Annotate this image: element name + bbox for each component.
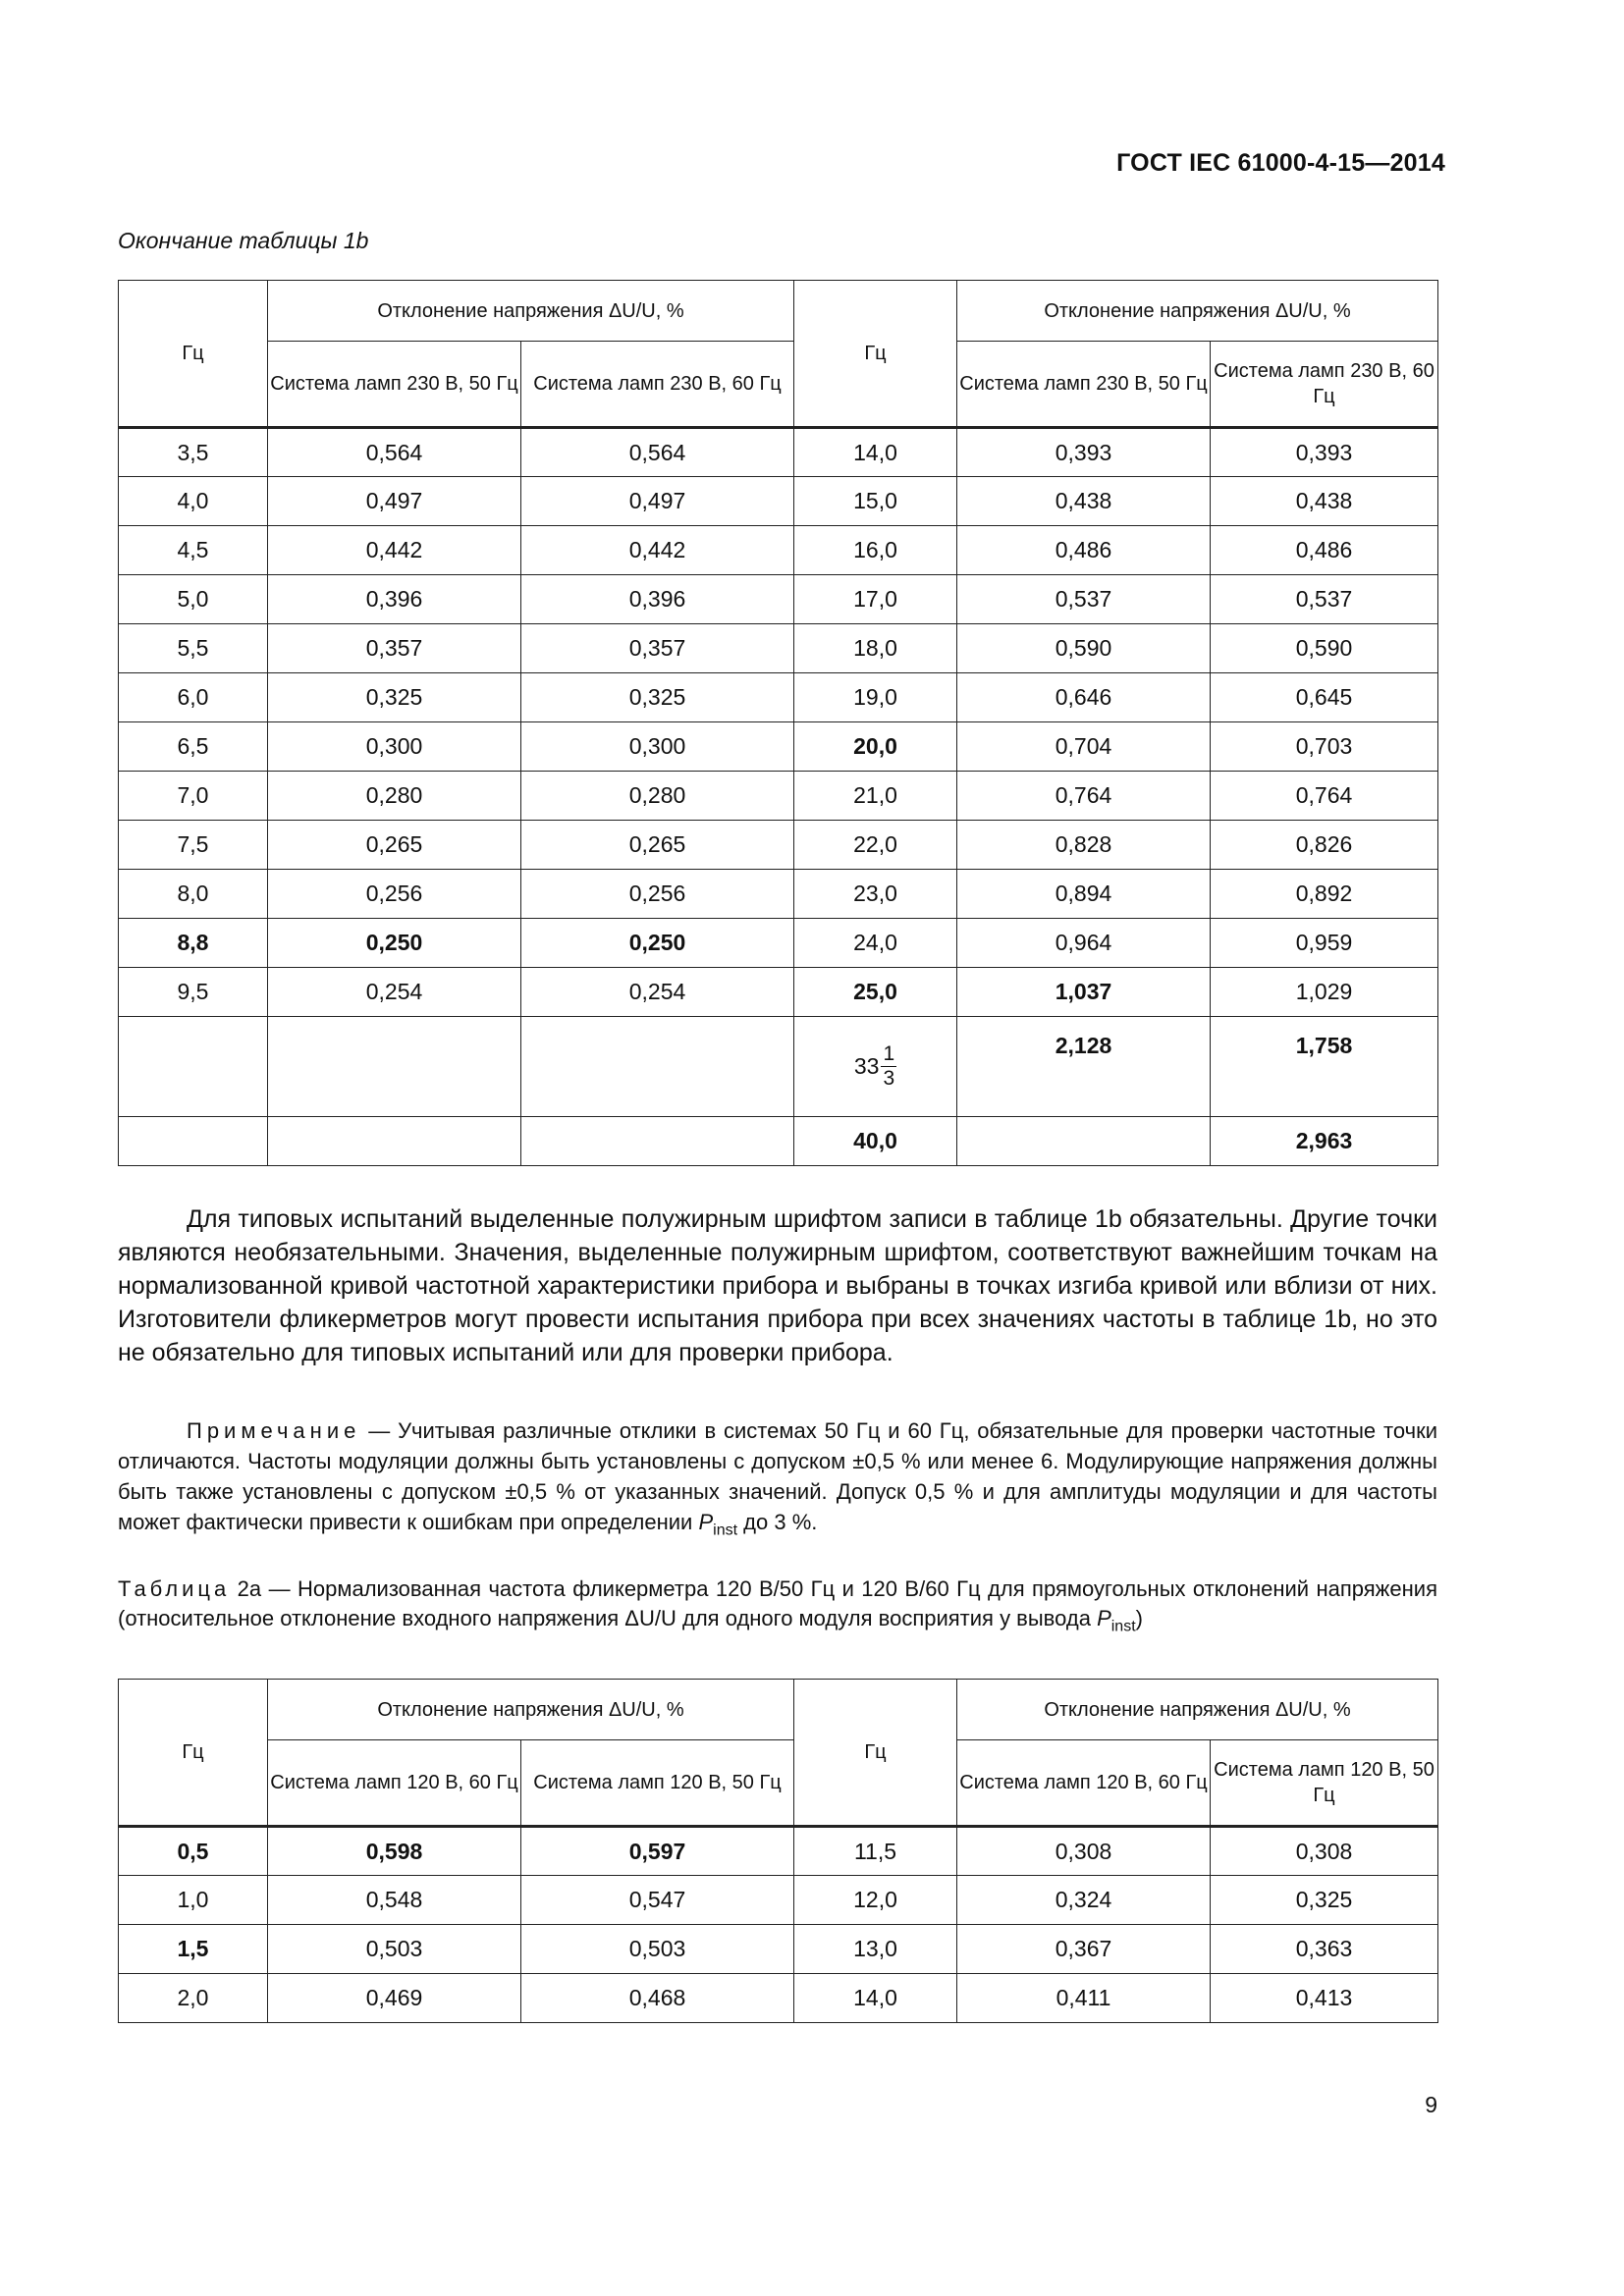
table-cell: 0,265	[268, 821, 521, 870]
table-cell: 1,5	[119, 1925, 268, 1974]
table-row	[119, 1827, 1438, 1876]
note-label: Примечание	[187, 1418, 361, 1443]
table-cell: 0,325	[268, 673, 521, 722]
table-row	[119, 526, 1438, 575]
table-row	[119, 919, 1438, 968]
table-cell: 11,5	[794, 1827, 957, 1876]
note-p-symbol: P	[698, 1510, 714, 1534]
table-cell: 0,828	[957, 821, 1211, 870]
fraction-denominator: 3	[883, 1067, 895, 1090]
table-cell: 4,0	[119, 477, 268, 526]
table-cell-empty	[119, 1017, 268, 1117]
table-cell: 24,0	[794, 919, 957, 968]
header-system-right-b: Система ламп 120 В, 50 Гц	[1211, 1740, 1438, 1827]
table-cell: 6,5	[119, 722, 268, 772]
header-hz-right: Гц	[794, 1680, 957, 1827]
table-cell: 9,5	[119, 968, 268, 1017]
table-cell: 0,411	[957, 1974, 1211, 2023]
table-continuation-title: Окончание таблицы 1b	[118, 228, 369, 253]
table-cell: 17,0	[794, 575, 957, 624]
table-cell: 0,5	[119, 1827, 268, 1876]
table-cell: 0,280	[521, 772, 794, 821]
caption-text: 2a — Нормализованная частота фликерметра 120 В/50 Гц и 120 В/60 Гц для прямоугольных отклонений напряжения (относительное отклонение входного напряжения ΔU/U для одного модуля восприятия у вывода	[118, 1576, 1437, 1630]
table-cell: 1,037	[957, 968, 1211, 1017]
table-cell: 0,597	[521, 1827, 794, 1876]
header-system-left-b: Система ламп 230 В, 60 Гц	[521, 342, 794, 428]
header-deviation-left: Отклонение напряжения ΔU/U, %	[268, 1680, 794, 1740]
table-cell: 0,250	[521, 919, 794, 968]
table-cell: 0,256	[268, 870, 521, 919]
table-cell: 7,5	[119, 821, 268, 870]
table-cell: 0,497	[268, 477, 521, 526]
table-cell: 0,503	[268, 1925, 521, 1974]
caption-end: )	[1135, 1606, 1143, 1630]
table-cell: 0,547	[521, 1876, 794, 1925]
table-cell: 0,280	[268, 772, 521, 821]
table-cell: 0,363	[1211, 1925, 1438, 1974]
document-header: ГОСТ IEC 61000-4-15—2014	[1116, 149, 1445, 177]
table-cell-empty	[268, 1117, 521, 1166]
table-row	[119, 772, 1438, 821]
header-hz-left: Гц	[119, 281, 268, 428]
table-cell: 0,646	[957, 673, 1211, 722]
table-cell: 0,396	[521, 575, 794, 624]
table-cell: 0,503	[521, 1925, 794, 1974]
table-cell: 25,0	[794, 968, 957, 1017]
table-cell: 0,396	[268, 575, 521, 624]
table-cell: 3,5	[119, 428, 268, 477]
table-row	[119, 821, 1438, 870]
table-cell: 0,438	[957, 477, 1211, 526]
table-cell: 23,0	[794, 870, 957, 919]
body-paragraph: Для типовых испытаний выделенные полужирным шрифтом записи в таблице 1b обязательны. Другие точки являются необязательными. Значения, выделенные полужирным шрифтом, соответствуют важнейшим точкам на нормализованной кривой частотной характеристики прибора и выбраны в точках изгиба кривой или вблизи от них. Изготовители фликерметров могут провести испытания прибора при всех значениях частоты в таблице 1b, но это не обязательно для типовых испытаний или для проверки прибора.	[118, 1205, 1437, 1366]
caption-label: Таблица	[118, 1576, 231, 1601]
table-row	[119, 1974, 1438, 2023]
table-cell: 0,486	[957, 526, 1211, 575]
table-cell: 0,548	[268, 1876, 521, 1925]
caption-p-subscript: inst	[1110, 1618, 1136, 1635]
table-cell: 0,537	[957, 575, 1211, 624]
header-deviation-right: Отклонение напряжения ΔU/U, %	[957, 281, 1438, 342]
table-cell: 2,128	[957, 1017, 1211, 1117]
table-cell: 0,537	[1211, 575, 1438, 624]
table-row	[119, 870, 1438, 919]
header-system-left-b: Система ламп 120 В, 50 Гц	[521, 1740, 794, 1827]
table-row	[119, 722, 1438, 772]
table-cell: 13,0	[794, 1925, 957, 1974]
fraction	[854, 1042, 896, 1091]
table-cell: 0,959	[1211, 919, 1438, 968]
table-cell: 7,0	[119, 772, 268, 821]
table-cell-empty	[268, 1017, 521, 1117]
table-cell: 0,564	[268, 428, 521, 477]
table-cell-fraction	[794, 1017, 957, 1117]
table-cell: 0,764	[957, 772, 1211, 821]
table-cell: 0,393	[957, 428, 1211, 477]
fraction-numerator: 1	[883, 1042, 895, 1065]
table-cell-empty	[119, 1117, 268, 1166]
table-row	[119, 673, 1438, 722]
table-cell: 0,704	[957, 722, 1211, 772]
table-cell: 0,442	[268, 526, 521, 575]
table-cell: 0,393	[1211, 428, 1438, 477]
table-cell: 0,357	[521, 624, 794, 673]
table-row	[119, 1876, 1438, 1925]
header-system-right-a: Система ламп 230 В, 50 Гц	[957, 342, 1211, 428]
table-cell: 0,894	[957, 870, 1211, 919]
header-deviation-left: Отклонение напряжения ΔU/U, %	[268, 281, 794, 342]
table-cell: 12,0	[794, 1876, 957, 1925]
note-paragraph	[118, 1415, 1437, 1545]
table-cell: 0,357	[268, 624, 521, 673]
table-row	[119, 1017, 1438, 1117]
table-cell-empty	[521, 1117, 794, 1166]
table-cell: 0,486	[1211, 526, 1438, 575]
table-cell: 0,645	[1211, 673, 1438, 722]
table-row	[119, 1117, 1438, 1166]
table-cell: 0,497	[521, 477, 794, 526]
table-cell: 8,0	[119, 870, 268, 919]
table-cell: 2,0	[119, 1974, 268, 2023]
table-cell: 8,8	[119, 919, 268, 968]
table-cell: 14,0	[794, 1974, 957, 2023]
table-cell: 0,598	[268, 1827, 521, 1876]
table-cell: 4,5	[119, 526, 268, 575]
table-cell: 0,826	[1211, 821, 1438, 870]
table-cell: 1,0	[119, 1876, 268, 1925]
table-cell: 0,703	[1211, 722, 1438, 772]
table-cell: 0,324	[957, 1876, 1211, 1925]
table-cell: 0,469	[268, 1974, 521, 2023]
table-cell: 0,300	[268, 722, 521, 772]
table-cell: 0,468	[521, 1974, 794, 2023]
note-tail: до 3 %.	[737, 1510, 818, 1534]
header-system-left-a: Система ламп 230 В, 50 Гц	[268, 342, 521, 428]
table-cell: 0,413	[1211, 1974, 1438, 2023]
table-row	[119, 428, 1438, 477]
table-cell-empty	[521, 1017, 794, 1117]
table-2a-caption	[118, 1575, 1437, 1641]
table-cell: 0,442	[521, 526, 794, 575]
table-cell: 0,590	[957, 624, 1211, 673]
fraction-whole: 33	[853, 1053, 880, 1079]
table-cell: 0,250	[268, 919, 521, 968]
table-cell: 22,0	[794, 821, 957, 870]
table-cell: 0,325	[521, 673, 794, 722]
table-cell: 0,964	[957, 919, 1211, 968]
header-system-right-b: Система ламп 230 В, 60 Гц	[1211, 342, 1438, 428]
table-cell: 0,564	[521, 428, 794, 477]
header-hz-left: Гц	[119, 1680, 268, 1827]
table-cell: 0,300	[521, 722, 794, 772]
note-p-subscript: inst	[713, 1522, 738, 1539]
table-2a	[118, 1679, 1438, 2023]
header-system-right-a: Система ламп 120 В, 60 Гц	[957, 1740, 1211, 1827]
table-cell: 0,254	[521, 968, 794, 1017]
caption-p-symbol: P	[1097, 1606, 1111, 1630]
table-cell: 6,0	[119, 673, 268, 722]
table-cell: 0,325	[1211, 1876, 1438, 1925]
table-cell: 0,764	[1211, 772, 1438, 821]
table-cell: 1,029	[1211, 968, 1438, 1017]
table-cell: 0,256	[521, 870, 794, 919]
note-text: — Учитывая различные отклики в системах 50 Гц и 60 Гц, обязательные для проверки частотные точки отличаются. Частоты модуляции должны быть установлены с допуском ±0,5 % или менее 6. Модулирующие напряжения должны быть также установлены с допуском ±0,5 % от указанных значений. Допуск 0,5 % и для амплитуды модуляции и для частоты может фактически привести к ошибкам при определении	[118, 1418, 1437, 1534]
table-cell: 2,963	[1211, 1117, 1438, 1166]
table-row	[119, 575, 1438, 624]
table-cell: 5,0	[119, 575, 268, 624]
table-cell: 14,0	[794, 428, 957, 477]
table-cell: 16,0	[794, 526, 957, 575]
table-cell-empty	[957, 1117, 1211, 1166]
table-row	[119, 624, 1438, 673]
header-hz-right: Гц	[794, 281, 957, 428]
header-deviation-right: Отклонение напряжения ΔU/U, %	[957, 1680, 1438, 1740]
table-cell: 18,0	[794, 624, 957, 673]
table-cell: 19,0	[794, 673, 957, 722]
table-row	[119, 477, 1438, 526]
header-system-left-a: Система ламп 120 В, 60 Гц	[268, 1740, 521, 1827]
table-cell: 15,0	[794, 477, 957, 526]
table-cell: 0,308	[1211, 1827, 1438, 1876]
table-cell: 0,254	[268, 968, 521, 1017]
page-number: 9	[1425, 2092, 1437, 2117]
table-cell: 0,590	[1211, 624, 1438, 673]
table-cell: 40,0	[794, 1117, 957, 1166]
table-cell: 0,892	[1211, 870, 1438, 919]
table-1b	[118, 280, 1438, 1166]
table-cell: 0,367	[957, 1925, 1211, 1974]
table-cell: 0,265	[521, 821, 794, 870]
table-cell: 0,308	[957, 1827, 1211, 1876]
table-row	[119, 1925, 1438, 1974]
table-cell: 21,0	[794, 772, 957, 821]
table-row	[119, 968, 1438, 1017]
table-cell: 20,0	[794, 722, 957, 772]
table-cell: 1,758	[1211, 1017, 1438, 1117]
table-cell: 0,438	[1211, 477, 1438, 526]
table-cell: 5,5	[119, 624, 268, 673]
